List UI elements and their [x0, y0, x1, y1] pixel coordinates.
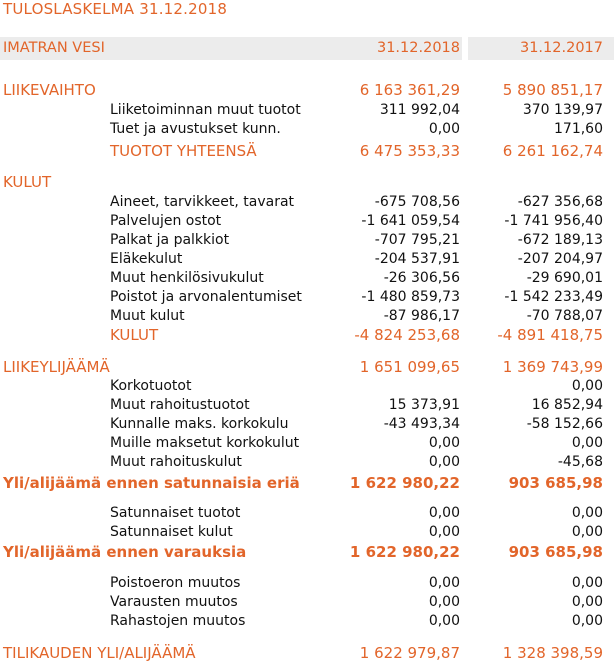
value-2018: -675 708,56 [374, 194, 460, 210]
row-label: Eläkekulut [110, 251, 183, 267]
row-liiketoiminnan-muut-tuotot [0, 101, 614, 120]
row-label: Palvelujen ostot [110, 213, 222, 229]
row-poistot [0, 288, 614, 307]
value-2017: 16 852,94 [531, 397, 603, 413]
value-2017: -1 741 956,40 [504, 213, 603, 229]
table-header-row [0, 39, 614, 58]
value-2018: 0,00 [428, 435, 460, 451]
row-muut-kulut [0, 307, 614, 326]
value-2018: -43 493,34 [383, 416, 460, 432]
value-2017: 1 369 743,99 [502, 358, 603, 376]
row-label: Muut kulut [110, 308, 185, 324]
row-label: Satunnaiset tuotot [110, 505, 241, 521]
row-muut-rahoituskulut [0, 453, 614, 472]
row-tuet-ja-avustukset [0, 120, 614, 139]
value-2018: 0,00 [428, 575, 460, 591]
value-2017: 903 685,98 [508, 474, 603, 492]
value-2018: -4 824 253,68 [354, 326, 460, 344]
row-label: TUOTOT YHTEENSÄ [110, 142, 257, 160]
value-2018: 0,00 [428, 505, 460, 521]
row-kunnalle-maks-korkokulu [0, 415, 614, 434]
value-2018: -26 306,56 [383, 270, 460, 286]
row-label: Aineet, tarvikkeet, tavarat [110, 194, 295, 210]
row-liikeylijaama [0, 358, 614, 377]
value-2018: 0,00 [428, 121, 460, 137]
value-2018: 1 622 980,22 [349, 474, 460, 492]
row-aineet [0, 193, 614, 212]
value-2017: 1 328 398,59 [502, 644, 603, 662]
row-poistoeron-muutos [0, 574, 614, 593]
value-2018: 0,00 [428, 613, 460, 629]
value-2018: 0,00 [428, 454, 460, 470]
row-tuotot-yhteensa [0, 142, 614, 161]
value-2017: 0,00 [571, 524, 603, 540]
value-2018: 1 622 979,87 [359, 644, 460, 662]
row-label: Yli/alijäämä ennen satunnaisia eriä [3, 474, 300, 492]
value-2017: -4 891 418,75 [497, 326, 603, 344]
row-liikevaihto [0, 81, 614, 100]
value-2017: -627 356,68 [517, 194, 603, 210]
value-2017: 5 890 851,17 [502, 81, 603, 99]
value-2017: 0,00 [571, 505, 603, 521]
row-label: Muut rahoitustuotot [110, 397, 250, 413]
value-2017: 0,00 [571, 594, 603, 610]
row-label: KULUT [3, 173, 52, 191]
value-2017: 370 139,97 [522, 102, 603, 118]
row-label: Poistoeron muutos [110, 575, 241, 591]
row-label: Muille maksetut korkokulut [110, 435, 300, 451]
row-palvelujen-ostot [0, 212, 614, 231]
value-2018: 311 992,04 [379, 102, 460, 118]
row-label: Poistot ja arvonalentumiset [110, 289, 302, 305]
row-satunnaiset-kulut [0, 523, 614, 542]
row-label: LIIKEYLIJÄÄMÄ [3, 358, 110, 376]
value-2018: 1 622 980,22 [349, 543, 460, 561]
column-header-2018: 31.12.2018 [376, 40, 460, 56]
row-label: Rahastojen muutos [110, 613, 246, 629]
row-henkilosivukulut [0, 269, 614, 288]
row-rahastojen-muutos [0, 612, 614, 631]
value-2018: -87 986,17 [383, 308, 460, 324]
value-2017: 0,00 [571, 378, 603, 394]
company-name: IMATRAN VESI [3, 40, 105, 56]
value-2017: 171,60 [554, 121, 603, 137]
value-2017: 0,00 [571, 575, 603, 591]
row-muut-rahoitustuotot [0, 396, 614, 415]
row-label: Korkotuotot [110, 378, 192, 394]
row-muille-maksetut-korkokulut [0, 434, 614, 453]
page-title: TULOSLASKELMA 31.12.2018 [3, 0, 228, 18]
row-label: TILIKAUDEN YLI/ALIJÄÄMÄ [3, 644, 196, 662]
value-2017: -58 152,66 [526, 416, 603, 432]
row-label: Tuet ja avustukset kunn. [110, 121, 281, 137]
row-label: Muut rahoituskulut [110, 454, 242, 470]
row-label: Satunnaiset kulut [110, 524, 233, 540]
row-label: Muut henkilösivukulut [110, 270, 264, 286]
row-yli-alijaama-ennen-satunnaisia [0, 474, 614, 493]
row-palkat [0, 231, 614, 250]
value-2017: 6 261 162,74 [502, 142, 603, 160]
row-label: Kunnalle maks. korkokulu [110, 416, 289, 432]
row-label: LIIKEVAIHTO [3, 81, 96, 99]
row-yli-alijaama-ennen-varauksia [0, 543, 614, 562]
value-2017: 0,00 [571, 613, 603, 629]
row-kulut-heading [0, 173, 614, 192]
row-satunnaiset-tuotot [0, 504, 614, 523]
value-2018: 6 475 353,33 [359, 142, 460, 160]
value-2018: 0,00 [428, 594, 460, 610]
value-2017: -1 542 233,49 [504, 289, 603, 305]
row-label: Liiketoiminnan muut tuotot [110, 102, 301, 118]
row-varausten-muutos [0, 593, 614, 612]
value-2017: -70 788,07 [526, 308, 603, 324]
value-2017: 0,00 [571, 435, 603, 451]
value-2018: -707 795,21 [374, 232, 460, 248]
value-2017: 903 685,98 [508, 543, 603, 561]
value-2018: 0,00 [428, 524, 460, 540]
value-2018: 15 373,91 [388, 397, 460, 413]
value-2017: -45,68 [557, 454, 603, 470]
row-tilikauden-yli-alijaama [0, 644, 614, 663]
row-korkotuotot [0, 377, 614, 396]
row-elakekulut [0, 250, 614, 269]
row-label: Palkat ja palkkiot [110, 232, 230, 248]
value-2018: -1 641 059,54 [361, 213, 460, 229]
column-header-2017: 31.12.2017 [519, 40, 603, 56]
value-2017: -672 189,13 [517, 232, 603, 248]
value-2018: 1 651 099,65 [359, 358, 460, 376]
row-kulut-total [0, 326, 614, 345]
row-label: KULUT [110, 326, 159, 344]
value-2018: -1 480 859,73 [361, 289, 460, 305]
row-label: Varausten muutos [110, 594, 238, 610]
value-2017: -29 690,01 [526, 270, 603, 286]
value-2017: -207 204,97 [517, 251, 603, 267]
value-2018: 6 163 361,29 [359, 81, 460, 99]
row-label: Yli/alijäämä ennen varauksia [3, 543, 247, 561]
value-2018: -204 537,91 [374, 251, 460, 267]
